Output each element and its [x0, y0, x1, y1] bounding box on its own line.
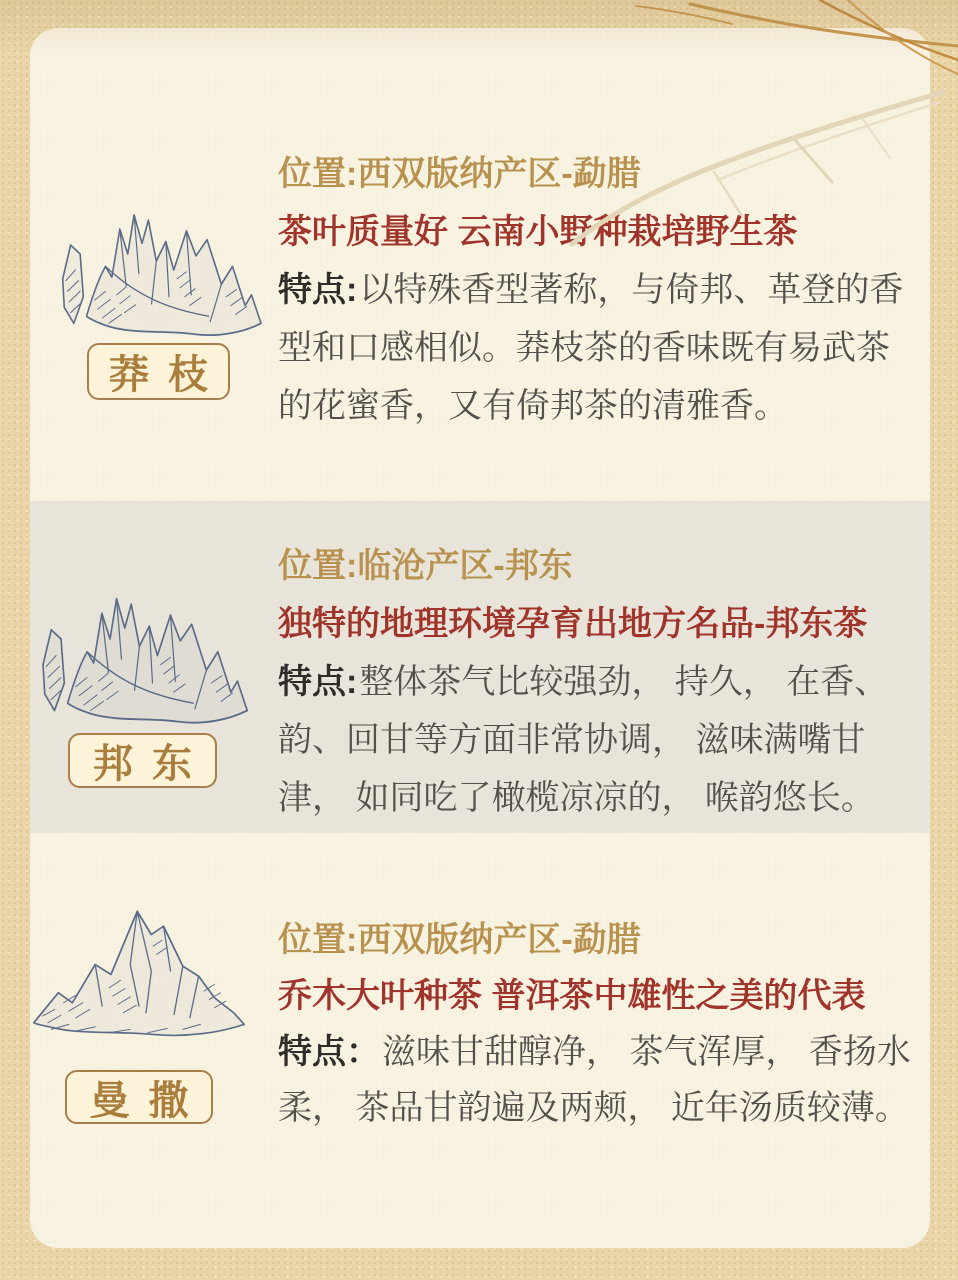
- feature-text: 整体茶气比较强劲， 持久， 在香、: [359, 662, 889, 701]
- feature-line: [278, 373, 918, 431]
- feature-line: [278, 1076, 918, 1132]
- feature-text: 柔， 茶品甘韵遍及两颊， 近年汤质较薄。: [278, 1088, 909, 1127]
- region-label-text: 莽 枝: [108, 353, 213, 397]
- poster-card: [30, 28, 930, 1248]
- feature-text: 以特殊香型著称，与倚邦、革登的香: [359, 270, 904, 309]
- region-label-bangdong: [68, 733, 217, 788]
- mountain-sketch-peak: [25, 888, 253, 1046]
- feature-text: 韵、回甘等方面非常协调， 滋味满嘴甘: [278, 720, 866, 759]
- section-bangdong-text: [278, 533, 918, 823]
- highlight-text: 乔木大叶种茶 普洱茶中雄性之美的代表: [278, 976, 866, 1015]
- region-label-mangzhi: [87, 343, 230, 400]
- feature-line: [278, 315, 918, 373]
- location-text: 位置:西双版纳产区-勐腊: [278, 920, 641, 959]
- feature-prefix: 特点:: [278, 662, 358, 701]
- feature-line: [278, 257, 918, 315]
- feature-line: [278, 1020, 918, 1076]
- feature-text: 滋味甘甜醇净， 茶气浑厚， 香扬水: [382, 1032, 911, 1071]
- feature-line: [278, 649, 918, 707]
- highlight-text: 独特的地理环境孕育出地方名品-邦东茶: [278, 604, 868, 643]
- feature-prefix: 特点：: [278, 1032, 380, 1071]
- highlight-text: 茶叶质量好 云南小野种栽培野生茶: [278, 212, 798, 251]
- location-text: 位置:临沧产区-邦东: [278, 546, 573, 585]
- feature-line: [278, 765, 918, 823]
- mountain-sketch-ridge: [30, 573, 275, 738]
- feature-text: 的花蜜香，又有倚邦茶的清雅香。: [278, 386, 788, 425]
- region-label-text: 邦 东: [92, 742, 197, 786]
- location-text: 位置:西双版纳产区-勐腊: [278, 154, 641, 193]
- feature-text: 型和口感相似。莽枝茶的香味既有易武茶: [278, 328, 890, 367]
- feature-text: 津， 如同吃了橄榄凉凉的， 喉韵悠长。: [278, 778, 875, 817]
- section-mangzhi-text: [278, 141, 918, 431]
- mountain-sketch-ridge: [50, 190, 288, 350]
- feature-prefix: 特点:: [278, 270, 358, 309]
- section-mansa-text: [278, 908, 918, 1132]
- region-label-mansa: [65, 1070, 213, 1124]
- feature-line: [278, 707, 918, 765]
- region-label-text: 曼 撒: [89, 1078, 193, 1123]
